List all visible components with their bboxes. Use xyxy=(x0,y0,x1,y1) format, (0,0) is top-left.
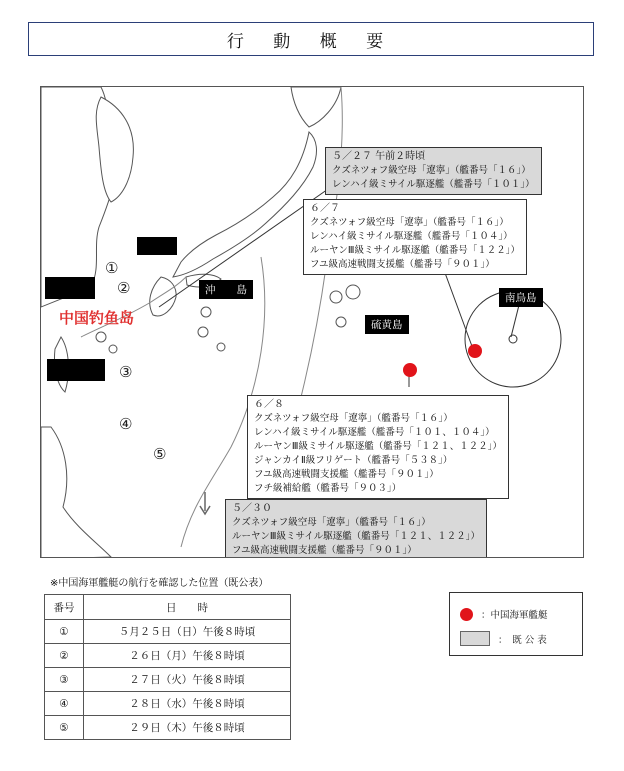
table-row xyxy=(45,620,291,644)
place-minamitorishima: 南鳥島 xyxy=(499,288,543,307)
callout-date: ５／２７ 午前２時頃 xyxy=(332,151,426,162)
leader-jun7 xyxy=(441,262,473,349)
position-marker-2: ② xyxy=(117,279,131,297)
callout-line: レンハイ級ミサイル駆逐艦（艦番号「１０１、１０４」） xyxy=(254,427,495,438)
legend-row-published xyxy=(460,631,547,646)
callout-line: ルーヤンⅢ級ミサイル駆逐艦（艦番号「１２１、１２２」） xyxy=(254,441,503,452)
callout-line: フユ級高速戦闘支援艦（艦番号「９０１」） xyxy=(310,259,495,270)
callout-may30 xyxy=(225,499,487,558)
table-cell: ① xyxy=(45,620,84,644)
callout-line: クズネツォフ級空母「遼寧」（艦番号「１６」） xyxy=(310,217,509,228)
table-cell: ２８日（水）午後８時頃 xyxy=(84,692,291,716)
table-header: 日 時 xyxy=(84,595,291,620)
callout-may27 xyxy=(325,147,542,195)
position-marker-5: ⑤ xyxy=(153,445,167,463)
callout-line: クズネツォフ級空母「遼寧」（艦番号「１６」） xyxy=(332,165,531,176)
callout-jun8 xyxy=(247,395,509,499)
legend-row-ship xyxy=(460,607,548,621)
position-table xyxy=(44,594,291,740)
table-cell: ⑤ xyxy=(45,716,84,740)
redaction-3 xyxy=(47,359,105,381)
leader-minami xyxy=(511,305,519,337)
callout-line: レンハイ級ミサイル駆逐艦（艦番号「１０１」） xyxy=(332,179,535,190)
callout-date: ６／８ xyxy=(254,399,284,410)
callout-jun7 xyxy=(303,199,527,275)
place-okinawa: 沖 島 xyxy=(199,280,253,299)
callout-line: フユ級高速戦闘支援艦（艦番号「９０１」） xyxy=(254,469,439,480)
table-header-row xyxy=(45,595,291,620)
table-row xyxy=(45,668,291,692)
position-marker-4: ④ xyxy=(119,415,133,433)
callout-line: クズネツォフ級空母「遼寧」（艦番号「１６」） xyxy=(254,413,453,424)
callout-line: フチ級補給艦（艦番号「９０３」） xyxy=(254,483,402,494)
red-dot-icon xyxy=(460,608,473,621)
philippines xyxy=(41,427,111,558)
callout-date: ６／７ xyxy=(310,203,340,214)
callout-line: フユ級高速戦闘支援艦（艦番号「９０１」） xyxy=(232,545,417,556)
table-row xyxy=(45,716,291,740)
table-cell: ② xyxy=(45,644,84,668)
legend-label-published: ： 既 公 表 xyxy=(498,634,547,646)
stamp-text: 中国钓鱼岛 xyxy=(59,309,135,327)
table-cell: ２９日（木）午後８時頃 xyxy=(84,716,291,740)
position-marker-3: ③ xyxy=(119,363,133,381)
map-legend xyxy=(449,592,583,656)
ship-marker-center xyxy=(403,363,417,377)
table-row xyxy=(45,644,291,668)
table-header: 番号 xyxy=(45,595,84,620)
table-cell: ２７日（火）午後８時頃 xyxy=(84,668,291,692)
map xyxy=(40,86,584,558)
table-row xyxy=(45,692,291,716)
table-cell: ２６日（月）午後８時頃 xyxy=(84,644,291,668)
table-cell: ④ xyxy=(45,692,84,716)
callout-line: クズネツォフ級空母「遼寧」（艦番号「１６」） xyxy=(232,517,431,528)
japan-honshu xyxy=(173,132,316,277)
callout-date: ５／３０ xyxy=(232,503,272,514)
page-title: 行 動 概 要 xyxy=(28,22,594,56)
table-cell: ③ xyxy=(45,668,84,692)
gray-swatch-icon xyxy=(460,631,490,646)
callout-line: ジャンカイⅡ級フリゲート（艦番号「５３８」） xyxy=(254,455,453,466)
position-marker-1: ① xyxy=(105,259,119,277)
table-note: ※中国海軍艦艇の航行を確認した位置（既公表） xyxy=(50,578,269,589)
redaction-1 xyxy=(137,237,177,255)
callout-line: ルーヤンⅢ級ミサイル駆逐艦（艦番号「１２１、１２２」） xyxy=(232,531,481,542)
redaction-2 xyxy=(45,277,95,299)
table-cell: ５月２５日（日）午後８時頃 xyxy=(84,620,291,644)
japan-kyushu xyxy=(150,277,176,316)
ship-marker-east xyxy=(468,344,482,358)
japan-hokkaido xyxy=(291,87,341,127)
place-iwoto: 硫黄島 xyxy=(365,315,409,334)
callout-line: ルーヤンⅢ級ミサイル駆逐艦（艦番号「１２２」） xyxy=(310,245,521,256)
legend-label-ship: ：中国海軍艦艇 xyxy=(481,610,548,621)
callout-line: レンハイ級ミサイル駆逐艦（艦番号「１０４」） xyxy=(310,231,513,242)
